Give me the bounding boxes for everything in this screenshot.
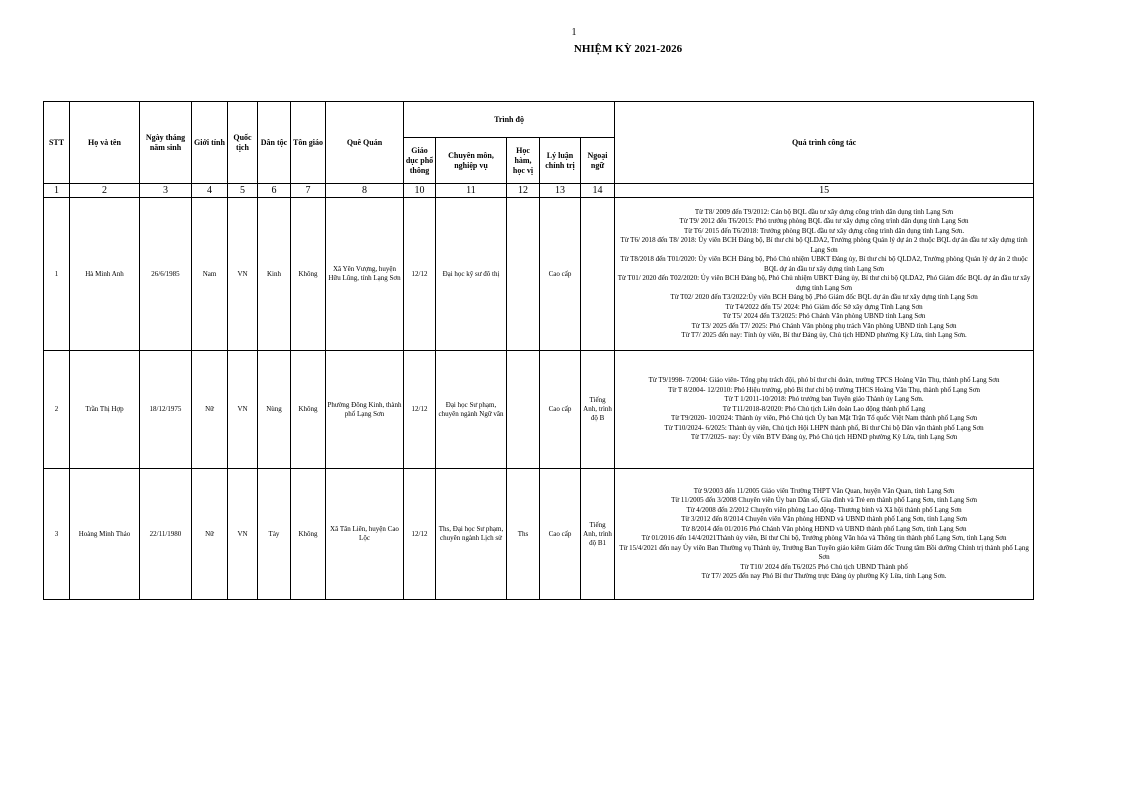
career-entry: Từ 15/4/2021 đến nay Ủy viên Ban Thường vụ Thành ủy, Trưởng Ban Tuyên giáo kiêm Giám đốc Trung tâm Bồi dưỡng Chính trị thành phố Lạng Sơn — [619, 543, 1029, 561]
nationality-cell: VN — [228, 351, 258, 469]
career-entry: Từ T7/ 2025 đến nay: Tỉnh ủy viên, Bí thư Đảng ủy, Chủ tịch HĐND phường Kỳ Lừa, tỉnh Lạng Sơn. — [681, 331, 967, 339]
career-entry: Từ T11/2018-8/2020: Phó Chủ tịch Liên đoàn Lao động thành phố Lạng — [722, 404, 926, 413]
column-number: 2 — [70, 184, 140, 198]
language-cell: Tiếng Anh, trình độ B — [581, 351, 615, 469]
name-cell: Hoàng Minh Thảo — [70, 469, 140, 600]
career-entry: Từ 9/2003 đến 11/2005 Giáo viên Trường THPT Văn Quan, huyện Văn Quan, tỉnh Lạng Sơn — [693, 486, 955, 495]
career-entry: Từ 01/2016 đến 14/4/2021Thành ủy viên, Bí thư Chi bộ, Trưởng phòng Văn hóa và Thông tin thành phố Lạng Sơn, tỉnh Lạng Sơn — [641, 534, 1007, 542]
religion-cell: Không — [291, 198, 326, 351]
career-entry: Từ T9/1998- 7/2004: Giáo viên- Tổng phụ trách đội, phó bí thư chi đoàn, trường TPCS Hoàng Văn Thụ, thành phố Lạng Sơn — [648, 376, 1000, 385]
column-number: 13 — [540, 184, 581, 198]
hometown-cell: Xã Yên Vượng, huyện Hữu Lũng, tỉnh Lạng Sơn — [326, 198, 404, 351]
stt-cell: 3 — [44, 469, 70, 600]
career-entry: Từ T6/ 2018 đến T8/ 2018: Ủy viên BCH Đảng bộ, Bí thư chi bộ QLDA2, Trưởng phòng Quản lý dự án 2 thuộc BQL dự án đầu tư xây dựng tỉnh Lạng Sơn — [620, 236, 1028, 254]
header-general-edu: Giáo dục phổ thông — [404, 138, 436, 184]
stt-cell: 2 — [44, 351, 70, 469]
career-entry: Từ T 8/2004- 12/2010: Phó Hiệu trưởng, phó Bí thư chi bộ trường THCS Hoàng Văn Thụ, thành phố Lạng Sơn — [668, 385, 980, 394]
gender-cell: Nữ — [192, 351, 228, 469]
career-entry: Từ T8/ 2009 đến T9/2012: Cán bộ BQL đầu tư xây dựng công trình dân dụng tỉnh Lạng Sơn — [694, 207, 954, 216]
career-entry: Từ 4/2008 đến 2/2012 Chuyên viên phòng Lao động- Thương binh và Xã hội thành phố Lạng Sơn — [686, 505, 962, 514]
career-entry: Từ T7/ 2025 đến nay Phó Bí thư Thường trực Đảng ủy phường Kỳ Lừa, tỉnh Lạng Sơn. — [701, 572, 947, 580]
career-entry: Từ T10/2024- 6/2025: Thành ủy viên, Chủ tịch Hội LHPN thành phố, Bí thư Chi bộ Dân vận thành phố Lạng Sơn — [664, 423, 984, 432]
language-cell: Tiếng Anh, trình độ B1 — [581, 469, 615, 600]
career-entry: Từ 11/2005 đến 3/2008 Chuyên viên Ủy ban Dân số, Gia đình và Trẻ em thành phố Lạng Sơn, tỉnh Lạng Sơn — [671, 496, 977, 504]
career-entry: Từ T02/ 2020 đến T3/2022:Ủy viên BCH Đảng bộ ,Phó Giám đốc BQL dự án đầu tư xây dựng tỉnh Lạng Sơn — [670, 293, 978, 301]
header-political: Lý luận chính trị — [540, 138, 581, 184]
column-number: 4 — [192, 184, 228, 198]
dob-cell: 22/11/1980 — [140, 469, 192, 600]
career-entry: Từ T5/ 2024 đến T3/2025: Phó Chánh Văn phòng UBND tỉnh Lạng Sơn — [722, 312, 926, 320]
career-history-cell — [615, 469, 1034, 600]
column-number: 6 — [258, 184, 291, 198]
career-entry: Từ T 1/2011-10/2018: Phó trưởng ban Tuyên giáo Thành ủy Lạng Sơn. — [724, 395, 924, 404]
column-number-row — [44, 184, 1034, 198]
stt-cell: 1 — [44, 198, 70, 351]
header-hometown: Quê Quán — [326, 102, 404, 184]
header-degree: Học hàm, học vị — [507, 138, 540, 184]
career-entry: Từ T8/2018 đến T01/2020: Ủy viên BCH Đảng bộ, Phó Chủ nhiệm UBKT Đảng ủy, Bí thư chi bộ QLDA2, Trưởng phòng Quản lý dự án 2 thuộc BQL dự án đầu tư xây dựng tỉnh Lạng Sơn — [620, 255, 1028, 273]
religion-cell: Không — [291, 351, 326, 469]
column-number: 3 — [140, 184, 192, 198]
career-entry: Từ T4/2022 đến T5/ 2024: Phó Giám đốc Sở xây dựng Tỉnh Lạng Sơn — [725, 302, 923, 311]
dob-cell: 18/12/1975 — [140, 351, 192, 469]
career-entry: Từ T3/ 2025 đến T7/ 2025: Phó Chánh Văn phòng phụ trách Văn phòng UBND tỉnh Lạng Sơn — [691, 321, 957, 330]
general-edu-cell: 12/12 — [404, 351, 436, 469]
personnel-table — [43, 101, 1034, 600]
header-career: Quá trình công tác — [615, 102, 1034, 184]
column-number: 10 — [404, 184, 436, 198]
table-row — [44, 469, 1034, 600]
header-dob: Ngày tháng năm sinh — [140, 102, 192, 184]
career-history-cell — [615, 351, 1034, 469]
general-edu-cell: 12/12 — [404, 469, 436, 600]
career-entry: Từ T9/ 2012 đến T6/2015: Phó trưởng phòng BQL đầu tư xây dựng công trình dân dụng tỉnh Lạng Sơn — [679, 217, 969, 225]
political-cell: Cao cấp — [540, 469, 581, 600]
ethnicity-cell: Tày — [258, 469, 291, 600]
column-number: 5 — [228, 184, 258, 198]
header-ethnicity: Dân tộc — [258, 102, 291, 184]
career-entry: Từ T7/2025- nay: Ủy viên BTV Đảng ủy, Phó Chủ tịch HĐND phường Kỳ Lừa, tỉnh Lạng Sơn — [690, 433, 958, 442]
general-edu-cell: 12/12 — [404, 198, 436, 351]
political-cell: Cao cấp — [540, 198, 581, 351]
gender-cell: Nam — [192, 198, 228, 351]
name-cell: Trần Thị Hợp — [70, 351, 140, 469]
language-cell — [581, 198, 615, 351]
nationality-cell: VN — [228, 469, 258, 600]
degree-cell — [507, 351, 540, 469]
column-number: 1 — [44, 184, 70, 198]
header-nationality: Quốc tịch — [228, 102, 258, 184]
table-row — [44, 198, 1034, 351]
page-title: NHIỆM KỲ 2021-2026 — [573, 43, 683, 55]
header-name: Họ và tên — [70, 102, 140, 184]
degree-cell — [507, 198, 540, 351]
column-number: 7 — [291, 184, 326, 198]
ethnicity-cell: Nùng — [258, 351, 291, 469]
career-entry: Từ 8/2014 đến 01/2016 Phó Chánh Văn phòng HĐND và UBND thành phố Lạng Sơn, tỉnh Lạng Sơn — [681, 524, 967, 533]
career-entry: Từ T9/2020- 10/2024: Thành ủy viên, Phó Chủ tịch Ủy ban Mặt Trận Tổ quốc Việt Nam thành phố Lạng Sơn — [670, 414, 978, 423]
specialty-cell: Đại học kỹ sư đô thị — [436, 198, 507, 351]
table-row — [44, 351, 1034, 469]
career-entry: Từ 3/2012 đến 8/2014 Chuyên viên Văn phòng HĐND và UBND thành phố Lạng Sơn, tỉnh Lạng Sơn — [681, 515, 968, 523]
column-number: 8 — [326, 184, 404, 198]
name-cell: Hà Minh Anh — [70, 198, 140, 351]
career-history-cell — [615, 198, 1034, 351]
header-gender: Giới tính — [192, 102, 228, 184]
nationality-cell: VN — [228, 198, 258, 351]
column-number: 12 — [507, 184, 540, 198]
gender-cell: Nữ — [192, 469, 228, 600]
religion-cell: Không — [291, 469, 326, 600]
hometown-cell: Phường Đông Kinh, thành phố Lạng Sơn — [326, 351, 404, 469]
career-entry: Từ T01/ 2020 đến T02/2020: Ủy viên BCH Đảng bộ, Phó Chủ nhiệm UBKT Đảng ủy, Bí thư chi bộ QLDA2, Phó Giám đốc BQL dự án đầu tư xây dựng tỉnh Lạng Sơn — [617, 274, 1031, 292]
header-education-group: Trình độ — [404, 102, 615, 138]
header-language: Ngoại ngữ — [581, 138, 615, 184]
page-number: 1 — [571, 27, 577, 38]
political-cell: Cao cấp — [540, 351, 581, 469]
column-number: 14 — [581, 184, 615, 198]
career-entry: Từ T6/ 2015 đến T6/2018: Trưởng phòng BQL đầu tư xây dựng công trình dân dụng tỉnh Lạng Sơn. — [684, 226, 965, 235]
dob-cell: 26/6/1985 — [140, 198, 192, 351]
header-religion: Tôn giáo — [291, 102, 326, 184]
column-number: 15 — [615, 184, 1034, 198]
career-entry: Từ T10/ 2024 đến T6/2025 Phó Chủ tịch UBND Thành phố — [740, 562, 908, 571]
column-number: 11 — [436, 184, 507, 198]
specialty-cell: Ths, Đại học Sư phạm, chuyên ngành Lịch sử — [436, 469, 507, 600]
degree-cell: Ths — [507, 469, 540, 600]
ethnicity-cell: Kinh — [258, 198, 291, 351]
hometown-cell: Xã Tân Liên, huyện Cao Lộc — [326, 469, 404, 600]
header-specialty: Chuyên môn, nghiệp vụ — [436, 138, 507, 184]
header-stt: STT — [44, 102, 70, 184]
specialty-cell: Đại học Sư phạm, chuyên ngành Ngữ văn — [436, 351, 507, 469]
